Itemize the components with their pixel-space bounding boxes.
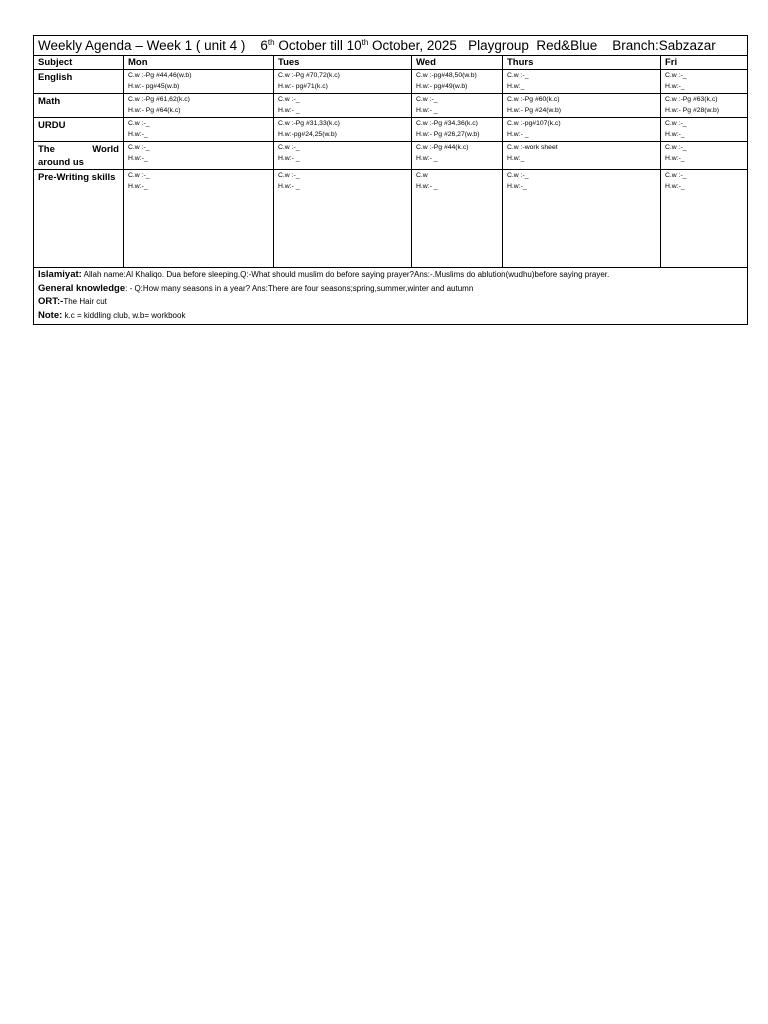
prewriting-fri: C.w :-_ H.w:-_: [661, 170, 748, 268]
branch-name: Branch:Sabzazar: [612, 38, 716, 53]
urdu-mon: C.w :-_ H.w:-_: [124, 118, 274, 142]
week-title: Weekly Agenda – Week 1 ( unit 4 ): [38, 38, 246, 53]
agenda-title: [34, 36, 748, 56]
row-english: [34, 70, 748, 94]
world-mon: C.w :-_ H.w:-_: [124, 142, 274, 170]
notes-row: [34, 268, 748, 325]
world-thurs: C.w :-work sheet H.w:_: [503, 142, 661, 170]
ort-note: [38, 295, 743, 309]
date-start-day: 6: [260, 38, 268, 53]
col-header-tues: Tues: [274, 56, 412, 70]
weekly-agenda-table: [33, 35, 748, 325]
subject-math: Math: [34, 94, 124, 118]
subject-world-around-us: The World around us: [34, 142, 124, 170]
english-mon: C.w :-Pg #44,46(w.b) H.w:- pg#45(w.b): [124, 70, 274, 94]
subject-urdu: URDU: [34, 118, 124, 142]
gk-label: General knowledge: [38, 282, 126, 294]
ort-label: ORT:-: [38, 296, 64, 307]
prewriting-wed: C.w H.w:- _: [412, 170, 503, 268]
col-header-subject: Subject: [34, 56, 124, 70]
note-label: Note:: [38, 309, 63, 321]
english-fri: C.w :-_ H.w:-_: [661, 70, 748, 94]
row-urdu: [34, 118, 748, 142]
row-world-around-us: [34, 142, 748, 170]
column-header-row: [34, 56, 748, 70]
col-header-wed: Wed: [412, 56, 503, 70]
world-wed: C.w :-Pg #44(k.c) H.w:- _: [412, 142, 503, 170]
world-tues: C.w :-_ H.w:- _: [274, 142, 412, 170]
urdu-fri: C.w :-_ H.w:-_: [661, 118, 748, 142]
gk-text: : - Q:How many seasons in a year? Ans:There are four seasons;spring,summer,winter and autumn: [125, 283, 474, 293]
islamiyat-text: Allah name:Al Khaliqo. Dua before sleeping.Q:-What should muslim do before saying prayer?Ans:-.Muslims do ablution(wudhu)before saying prayer.: [81, 270, 610, 279]
abbreviation-note: [38, 309, 743, 323]
notes-cell: [34, 268, 748, 325]
islamiyat-note: [38, 268, 743, 282]
islamiyat-label: Islamiyat:: [38, 269, 82, 280]
english-tues: C.w :-Pg #70,72(k.c) H.w:- pg#71(k.c): [274, 70, 412, 94]
subject-english: English: [34, 70, 124, 94]
row-math: [34, 94, 748, 118]
math-fri: C.w :-Pg #63(k.c) H.w:- Pg #28(w.b): [661, 94, 748, 118]
math-tues: C.w :-_ H.w:- _: [274, 94, 412, 118]
ort-text: The Hair cut: [63, 297, 107, 306]
date-end-suffix: th: [361, 38, 369, 47]
date-end: October, 2025: [368, 38, 457, 53]
note-text: k.c = kiddling club, w.b= workbook: [62, 310, 186, 320]
row-pre-writing: [34, 170, 748, 268]
prewriting-tues: C.w :-_ H.w:- _: [274, 170, 412, 268]
col-header-fri: Fri: [661, 56, 748, 70]
english-wed: C.w :-pg#48,50(w.b) H.w:- pg#49(w.b): [412, 70, 503, 94]
prewriting-mon: C.w :-_ H.w:-_: [124, 170, 274, 268]
urdu-thurs: C.w :-pg#107(k.c) H.w:- _: [503, 118, 661, 142]
col-header-mon: Mon: [124, 56, 274, 70]
math-mon: C.w :-Pg #61,62(k.c) H.w:- Pg #64(k.c): [124, 94, 274, 118]
english-thurs: C.w :-_ H.w:_: [503, 70, 661, 94]
math-thurs: C.w :-Pg #60(k.c) H.w:- Pg #24(w.b): [503, 94, 661, 118]
urdu-wed: C.w :-Pg #34,36(k.c) H.w:- Pg #26,27(w.b): [412, 118, 503, 142]
urdu-tues: C.w :-Pg #31,33(k.c) H.w:-pg#24,25(w.b): [274, 118, 412, 142]
prewriting-thurs: C.w :-_ H.w:-_: [503, 170, 661, 268]
date-mid: October till 10: [274, 38, 362, 53]
world-fri: C.w :-_ H.w:-_: [661, 142, 748, 170]
math-wed: C.w :-_ H.w:- _: [412, 94, 503, 118]
col-header-thurs: Thurs: [503, 56, 661, 70]
gk-note: [38, 282, 743, 296]
group-name: Playgroup Red&Blue: [468, 38, 598, 53]
subject-pre-writing: Pre-Writing skills: [34, 170, 124, 268]
date-start-suffix: th: [267, 38, 275, 47]
